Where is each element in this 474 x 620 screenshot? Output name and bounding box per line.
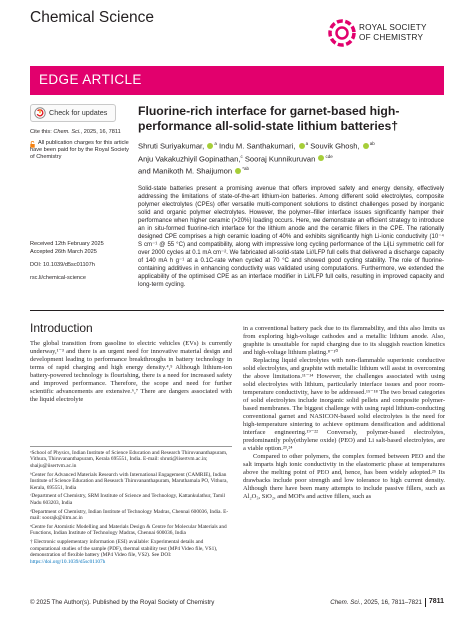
intro-paragraph: Replacing liquid electrolytes with non-flammable superionic conductive solid electrolytes, and graphite with metallic lithium will assist in overcoming the above limitations.¹¹⁻¹⁴ However, the challenges associated with using solid electrolytes with lithium, particularly interface issues and poor room-temperature conductivity, have to be addressed.¹⁵⁻¹⁸ The two broad categories of solid electrolytes include inorganic solid pellets and composite polymer-based membranes. The biggest challenge with using rapid lithium-conducting conventional garnet and NASICON-based solid electrolytes is the need for high-temperature sintering to achieve optimum densification and additional interface engineering.¹⁹⁻²² Conversely, polymer-based electrolytes, predominantly poly(ethylene oxide) (PEO) and Li salt-based electrolytes, are a viable option.²³,²⁴ — [243, 357, 445, 452]
esi-text: † Electronic supplementary information (ESI) available: Experimental details and computational studies of the sample (PDF), thermal stability test (MP4 Video file, VS1), demonstration of flexible battery (MP4 Video file, VS2). See DOI: — [30, 539, 218, 559]
intro-paragraph: in a conventional battery pack due to its flammability, and this also limits us from exploring high-voltage cathodes and a metallic lithium anode. Also, graphite is unsuitable for rapid charging due to its sluggish reaction kinetics and high-voltage lithium plating.⁸⁻¹⁰ — [243, 325, 445, 356]
article-title: Fluorine-rich interface for garnet-based high-performance all-solid-state lithium batteries† — [138, 104, 400, 133]
publication-charges-text: All publication charges for this article have been paid for by the Royal Society of Chemistry — [30, 140, 129, 160]
copyright-notice: © 2025 The Author(s). Published by the Royal Society of Chemistry — [30, 599, 215, 606]
orcid-icon[interactable] — [299, 143, 305, 149]
doi[interactable]: DOI: 10.1039/d5sc01107h — [30, 262, 95, 268]
check-updates-label: Check for updates — [49, 108, 108, 117]
author-name: Sooraj Kunnikuruvan — [244, 154, 316, 164]
received-date: Received 12th February 2025 — [30, 241, 104, 247]
affiliation-marker: ab — [369, 141, 375, 146]
check-updates-icon — [34, 107, 46, 119]
article-dates — [30, 241, 130, 283]
article-type-banner — [30, 66, 444, 95]
citation — [30, 129, 130, 136]
spacer — [30, 257, 130, 261]
footnote-affiliation-e: ᵉCentre for Atomistic Modelling and Materials Design & Centre for Molecular Materials and Functions, Indian Institute of Technology Madras, Chennai 600036, India — [30, 524, 227, 537]
check-for-updates-button[interactable] — [30, 104, 116, 122]
orcid-icon[interactable] — [235, 168, 241, 174]
body-column-left — [30, 321, 232, 404]
orcid-icon[interactable] — [363, 143, 369, 149]
rsc-logo-icon — [328, 19, 356, 47]
author-name: Indu M. Santhakumari, — [219, 141, 296, 151]
spacer — [30, 270, 130, 274]
publisher-name — [359, 23, 427, 43]
journal-name: Chemical Science — [30, 9, 155, 26]
footnote-affiliation-b: ᵇCenter for Advanced Materials Research with International Engagement (CAMRIE), Indian Institute of Science Education and Research Thiruvananthapuram, Maruthamala PO, Vithura, Kerala, 695551, India — [30, 471, 228, 491]
intro-paragraph: Compared to other polymers, the complex formed between PEO and the salt imparts high ionic conductivity in the elastomeric phase at temperatures above the melting point of PEO and, hence, has been widely adopted.²⁵ Its drawbacks include poor strength and low tolerance to high current density. Although there have been many attempts to include passive fillers, such as Al₂O₃, SiO₂, and MOFs and active fillers, such as — [243, 453, 445, 500]
page-footer — [30, 597, 444, 609]
publisher-line-2: OF CHEMISTRY — [359, 33, 424, 42]
footnote-esi — [30, 539, 232, 565]
footer-citation: , 2025, 16, 7811–7821 — [360, 599, 422, 606]
abstract: Solid-state batteries present a promising avenue that offers improved safety and energy density, effectively addressing the limitations of state-of-the-art lithium-ion batteries. Among different solid electrolytes, composite polymer electrolytes (CPEs) offer versatile multi-component solutions to distinct challenges posed by inorganic solid and organic polymer electrolytes. However, the polymer–filler interface issues significantly hamper their performance when higher ceramic (>20%) loading occurs. Here, we demonstrate an efficient strategy to introduce an in situ-formed fluorine-rich interface for the lithium anode and the ceramic fillers in the CPE. The rationally designed CPE comprises a high ceramic loading of 40% and exhibits significantly high Li-ionic conductivity (10⁻⁴ S cm⁻¹ @ 55 °C) and compatibility, along with impressive long cycling performance of the Li|Li symmetric cell for over 2000 cycles at 0.1 mA cm⁻². We fabricated all-solid-state Li//LFP full cells that delivered a discharge capacity of 140 mA h g⁻¹ at a 0.1C-rate when cycled at 70 °C and showed good cycling stability. The role of fluorine-containing additives in enhancing conductivity was validated using computations. Furthermore, we extended the applicability of the optimised CPE as an interface modifier in Li//LFP full cells, resulting in improved capacity and long-term cycling. — [138, 186, 444, 288]
journal-url[interactable]: rsc.li/chemical-science — [30, 275, 86, 281]
orcid-icon[interactable] — [318, 155, 324, 161]
intro-paragraph: The global transition from gasoline to electric vehicles (EVs) is currently underway,¹⁻³ and there is an urgent need for innovative material design and development leading to performance breakthroughs in battery technology in terms of rapid charging and high energy density.⁴,⁵ Although lithium-ion battery-powered technology is flourishing, there is a need for increased safety and improved performance. Therefore, the scope and need for further scientific advancements are extensive.⁶,⁷ There are dangers associated with the liquid electrolyte — [30, 340, 232, 403]
cite-journal: Chem. Sci. — [53, 129, 81, 135]
footer-separator — [425, 598, 426, 607]
affiliation-marker: a — [305, 141, 309, 146]
footnote-affiliation-d: ᵈDepartment of Chemistry, Indian Institute of Technology Madras, Chennai 600036, India. E-mail: soorajk@iitm.ac.in — [30, 508, 229, 522]
author-name: and Manikoth M. Shaijumon — [138, 166, 233, 176]
affiliation-marker: *ab — [242, 166, 250, 172]
author-list — [138, 139, 438, 177]
affiliation-marker: cde — [325, 153, 333, 159]
footnote-affiliation-c: ᶜDepartment of Chemistry, SRM Institute of Science and Technology, Kattankulathur, Tamil Nadu 603203, India — [30, 493, 226, 506]
footnote-affiliation-a: ᵃSchool of Physics, Indian Institute of Science Education and Research Thiruvananthapuram, Vithura, Thiruvananthapuram, Kerala 695551, India. E-mail: shruti@iisertvm.ac.in; shaiju@iisertvm.ac.in — [30, 450, 228, 469]
body-column-right — [243, 325, 445, 501]
esi-doi-link[interactable]: https://doi.org/10.1039/d5sc01107h — [30, 558, 106, 565]
masthead — [30, 7, 444, 63]
accepted-date: Accepted 26th March 2025 — [30, 249, 97, 255]
divider — [30, 310, 444, 311]
author-name: Anju Vakakuzhiyil Gopinathan, — [138, 154, 241, 164]
affiliation-footnotes — [30, 446, 232, 568]
cite-details: , 2025, 16, 7811 — [80, 129, 121, 135]
affiliation-marker: c — [240, 153, 243, 159]
cite-prefix: Cite this: — [30, 129, 54, 135]
page-number: 7811 — [428, 598, 444, 605]
affiliation-marker: a — [214, 141, 217, 146]
journal-citation — [330, 599, 422, 606]
footer-journal: Chem. Sci. — [330, 599, 361, 606]
section-heading: Introduction — [30, 321, 93, 335]
orcid-icon[interactable] — [207, 143, 213, 149]
publisher-line-1: ROYAL SOCIETY — [359, 23, 427, 32]
author-name: Souvik Ghosh, — [310, 141, 360, 151]
article-type-label: EDGE ARTICLE — [39, 72, 142, 87]
author-name: Shruti Suriyakumar, — [138, 141, 205, 151]
rsc-logo[interactable] — [328, 19, 446, 49]
